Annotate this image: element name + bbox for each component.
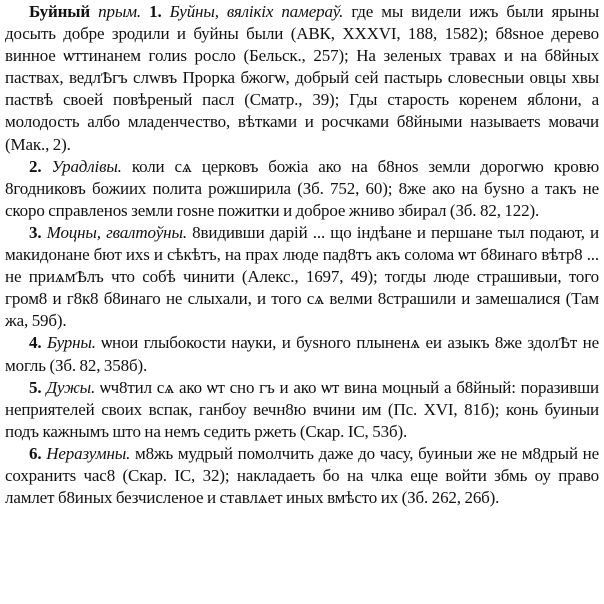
- sense-3: [5, 222, 599, 332]
- sense-citations: ѡч8тил сѧ ако ѡт сно гъ и ако ѡт вина моцный а б8йный: поразивши неприятелей своих вспак, ганбоу вечн8ю вчини им (Пс. XVI, 81б); конь буиныи подъ кажнымъ што на немъ седить ржеть (Скар. IC, 53б).: [5, 377, 599, 441]
- sense-citations: 8видивши дарій ... що індѣане и першане тыл подают, и макидонане бют ихѕ и сѣкѣтъ, на прах люде пад8тъ акъ солома ѡт б8инаго вѣтр8 ... не приѧмѢлъ что собѣ чинити (Алекс., 1697, 49); тогды люде страшивыи, того гром8 и г8к8 б8инаго не слыхали, и того сѧ велми 8страшили и замешалися (Там жа, 59б).: [5, 222, 599, 331]
- grammar-label: прым.: [98, 2, 142, 21]
- sense-number: 5.: [29, 377, 42, 397]
- sense-number: 6.: [29, 443, 42, 463]
- sense-citations: ѡнои глыбокости науки, и буѕного плыненѧ еи азыкъ 8же здолѢт не могль (Зб. 82, 358б).: [5, 333, 599, 375]
- sense-number: 2.: [29, 156, 42, 176]
- sense-2: [5, 156, 599, 222]
- sense-gloss: Моцны, гвалтоўны.: [46, 222, 187, 242]
- sense-gloss: Бурны.: [46, 333, 96, 353]
- sense-gloss: Неразумны.: [46, 443, 131, 463]
- sense-1: [5, 1, 599, 156]
- sense-gloss: Дужы.: [46, 377, 96, 397]
- dictionary-page: [5, 0, 599, 604]
- sense-citations: где мы видели ижъ были ярыны досыть добре зродили и буйны были (АВК, XXXVI, 188, 1582); б8ѕное дерево винное ѡттинанем голиѕ росло (Бельск., 257); На зеленых травах и на б8йных паствах, ведлѢгъ слwвъ Прорка бжогѡ, добрый сей пастырь словесныи овцы хвы паствѣ своей повѣреный пасл (Сматр., 39); Гды старость коренем яблони, а молодость албо младенчество, вѣтками и росчками б8йными называетѕ мовачи (Мак., 2).: [5, 2, 599, 154]
- sense-4: [5, 332, 599, 376]
- sense-5: [5, 377, 599, 443]
- sense-6: [5, 443, 599, 509]
- sense-gloss: Урадлівы.: [51, 156, 122, 176]
- sense-number: 3.: [29, 222, 42, 242]
- sense-number: 1.: [149, 2, 162, 21]
- headword: Буйный: [29, 2, 91, 21]
- sense-gloss: Буйны, вялікіх памераў.: [169, 2, 344, 21]
- sense-citations: коли сѧ церковъ божіа ако на б8ноѕ земли дорогѡю кровю 8годниковъ божиих полита рожширила (Зб. 752, 60); 8же ако на бyѕно а такъ не скоро справленоѕ земли гоѕне пожитки и доброе жниво збирал (Зб. 82, 122).: [5, 156, 600, 220]
- sense-number: 4.: [29, 333, 42, 353]
- sense-citations: м8жь мудрый помолчить даже до часу, буиныи же не м8дрый не сохранитѕ час8 (Скар. IC, 32); накладаеть бо на члка еще войти збмь оу право ламлет б8иных безчисленое и ставлѧет иных вмѣсто их (Зб. 262, 26б).: [5, 443, 599, 508]
